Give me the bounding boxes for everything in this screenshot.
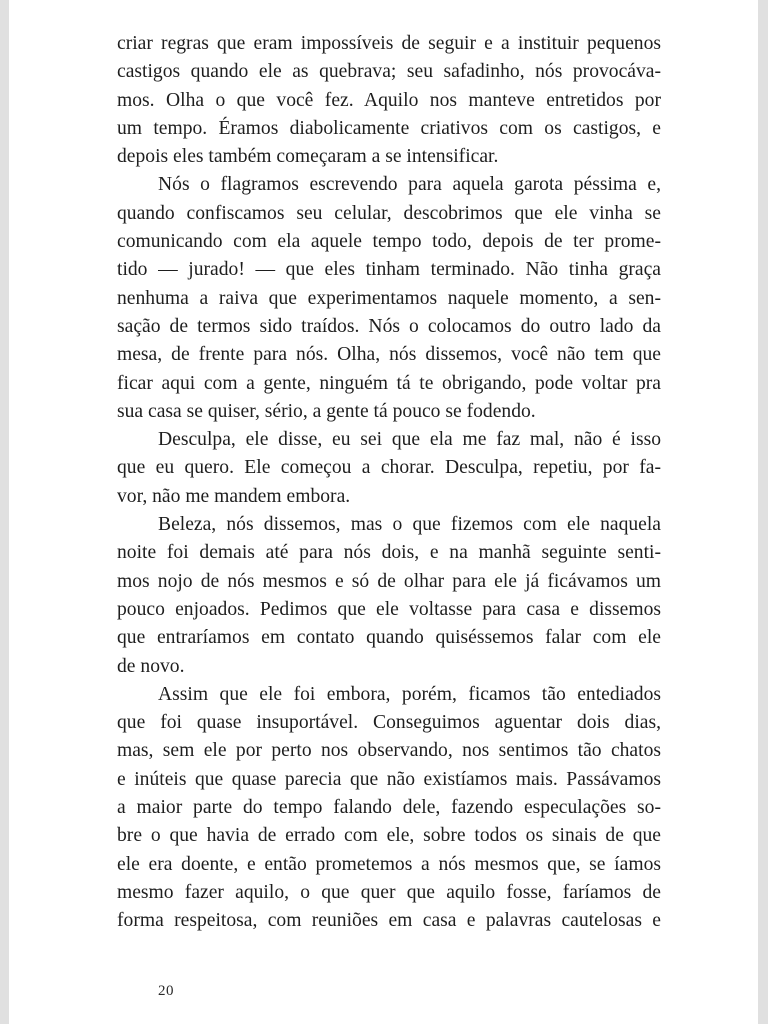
text-line: ficar aqui com a gente, ninguém tá te obrigando, pode voltar pra xyxy=(117,372,661,394)
text-line: castigos quando ele as quebrava; seu safadinho, nós provocáva- xyxy=(117,61,661,83)
text-line: vor, não me mandem embora. xyxy=(117,485,351,507)
text-line: tido — jurado! — que eles tinham terminado. Não tinha graça xyxy=(117,259,661,281)
text-line: mesa, de frente para nós. Olha, nós dissemos, você não tem que xyxy=(117,344,661,366)
text-line: bre o que havia de errado com ele, sobre todos os sinais de que xyxy=(117,825,661,847)
text-line: sua casa se quiser, sério, a gente tá pouco se fodendo. xyxy=(117,400,536,422)
text-line: pouco enjoados. Pedimos que ele voltasse para casa e dissemos xyxy=(117,598,661,620)
text-line: Nós o flagramos escrevendo para aquela garota péssima e, xyxy=(158,174,661,196)
body-text xyxy=(117,30,661,936)
text-line: Assim que ele foi embora, porém, ficamos tão entediados xyxy=(158,683,661,705)
paragraph xyxy=(117,426,661,511)
text-line: quando confiscamos seu celular, descobrimos que ele vinha se xyxy=(117,202,661,224)
text-line: a maior parte do tempo falando dele, fazendo especulações so- xyxy=(117,797,661,819)
text-line: que entraríamos em contato quando quiséssemos falar com ele xyxy=(117,627,661,649)
right-page-edge xyxy=(758,0,768,1024)
text-line: de novo. xyxy=(117,655,185,677)
text-line: mos nojo de nós mesmos e só de olhar para ele já ficávamos um xyxy=(117,570,661,592)
paragraph xyxy=(117,511,661,681)
text-line: um tempo. Éramos diabolicamente criativos com os castigos, e xyxy=(117,117,661,139)
text-line: mesmo fazer aquilo, o que quer que aquilo fosse, faríamos de xyxy=(117,881,661,903)
text-line: que eu quero. Ele começou a chorar. Desculpa, repetiu, por fa- xyxy=(117,457,661,479)
text-line: que foi quase insuportável. Conseguimos aguentar dois dias, xyxy=(117,712,661,734)
text-line: mas, sem ele por perto nos observando, nos sentimos tão chatos xyxy=(117,740,661,762)
text-line: sação de termos sido traídos. Nós o colocamos do outro lado da xyxy=(117,315,661,337)
text-line: criar regras que eram impossíveis de seguir e a instituir pequenos xyxy=(117,33,661,54)
paragraph xyxy=(117,171,661,426)
page-number: 20 xyxy=(158,983,174,999)
paragraph xyxy=(117,681,661,936)
paragraph xyxy=(117,30,661,171)
text-line: ele era doente, e então prometemos a nós mesmos que, se íamos xyxy=(117,853,661,875)
text-line: Desculpa, ele disse, eu sei que ela me faz mal, não é isso xyxy=(158,429,661,451)
text-line: noite foi demais até para nós dois, e na manhã seguinte senti- xyxy=(117,542,661,564)
left-page-edge xyxy=(0,0,9,1024)
text-line: depois eles também começaram a se intensificar. xyxy=(117,146,499,168)
text-line: Beleza, nós dissemos, mas o que fizemos com ele naquela xyxy=(158,514,661,536)
text-line: e inúteis que quase parecia que não existíamos mais. Passávamos xyxy=(117,768,661,790)
text-line: mos. Olha o que você fez. Aquilo nos manteve entretidos por xyxy=(117,89,661,111)
text-line: nenhuma a raiva que experimentamos naquele momento, a sen- xyxy=(117,287,661,309)
text-line: forma respeitosa, com reuniões em casa e palavras cautelosas e xyxy=(117,910,661,932)
text-line: comunicando com ela aquele tempo todo, depois de ter prome- xyxy=(117,231,661,253)
